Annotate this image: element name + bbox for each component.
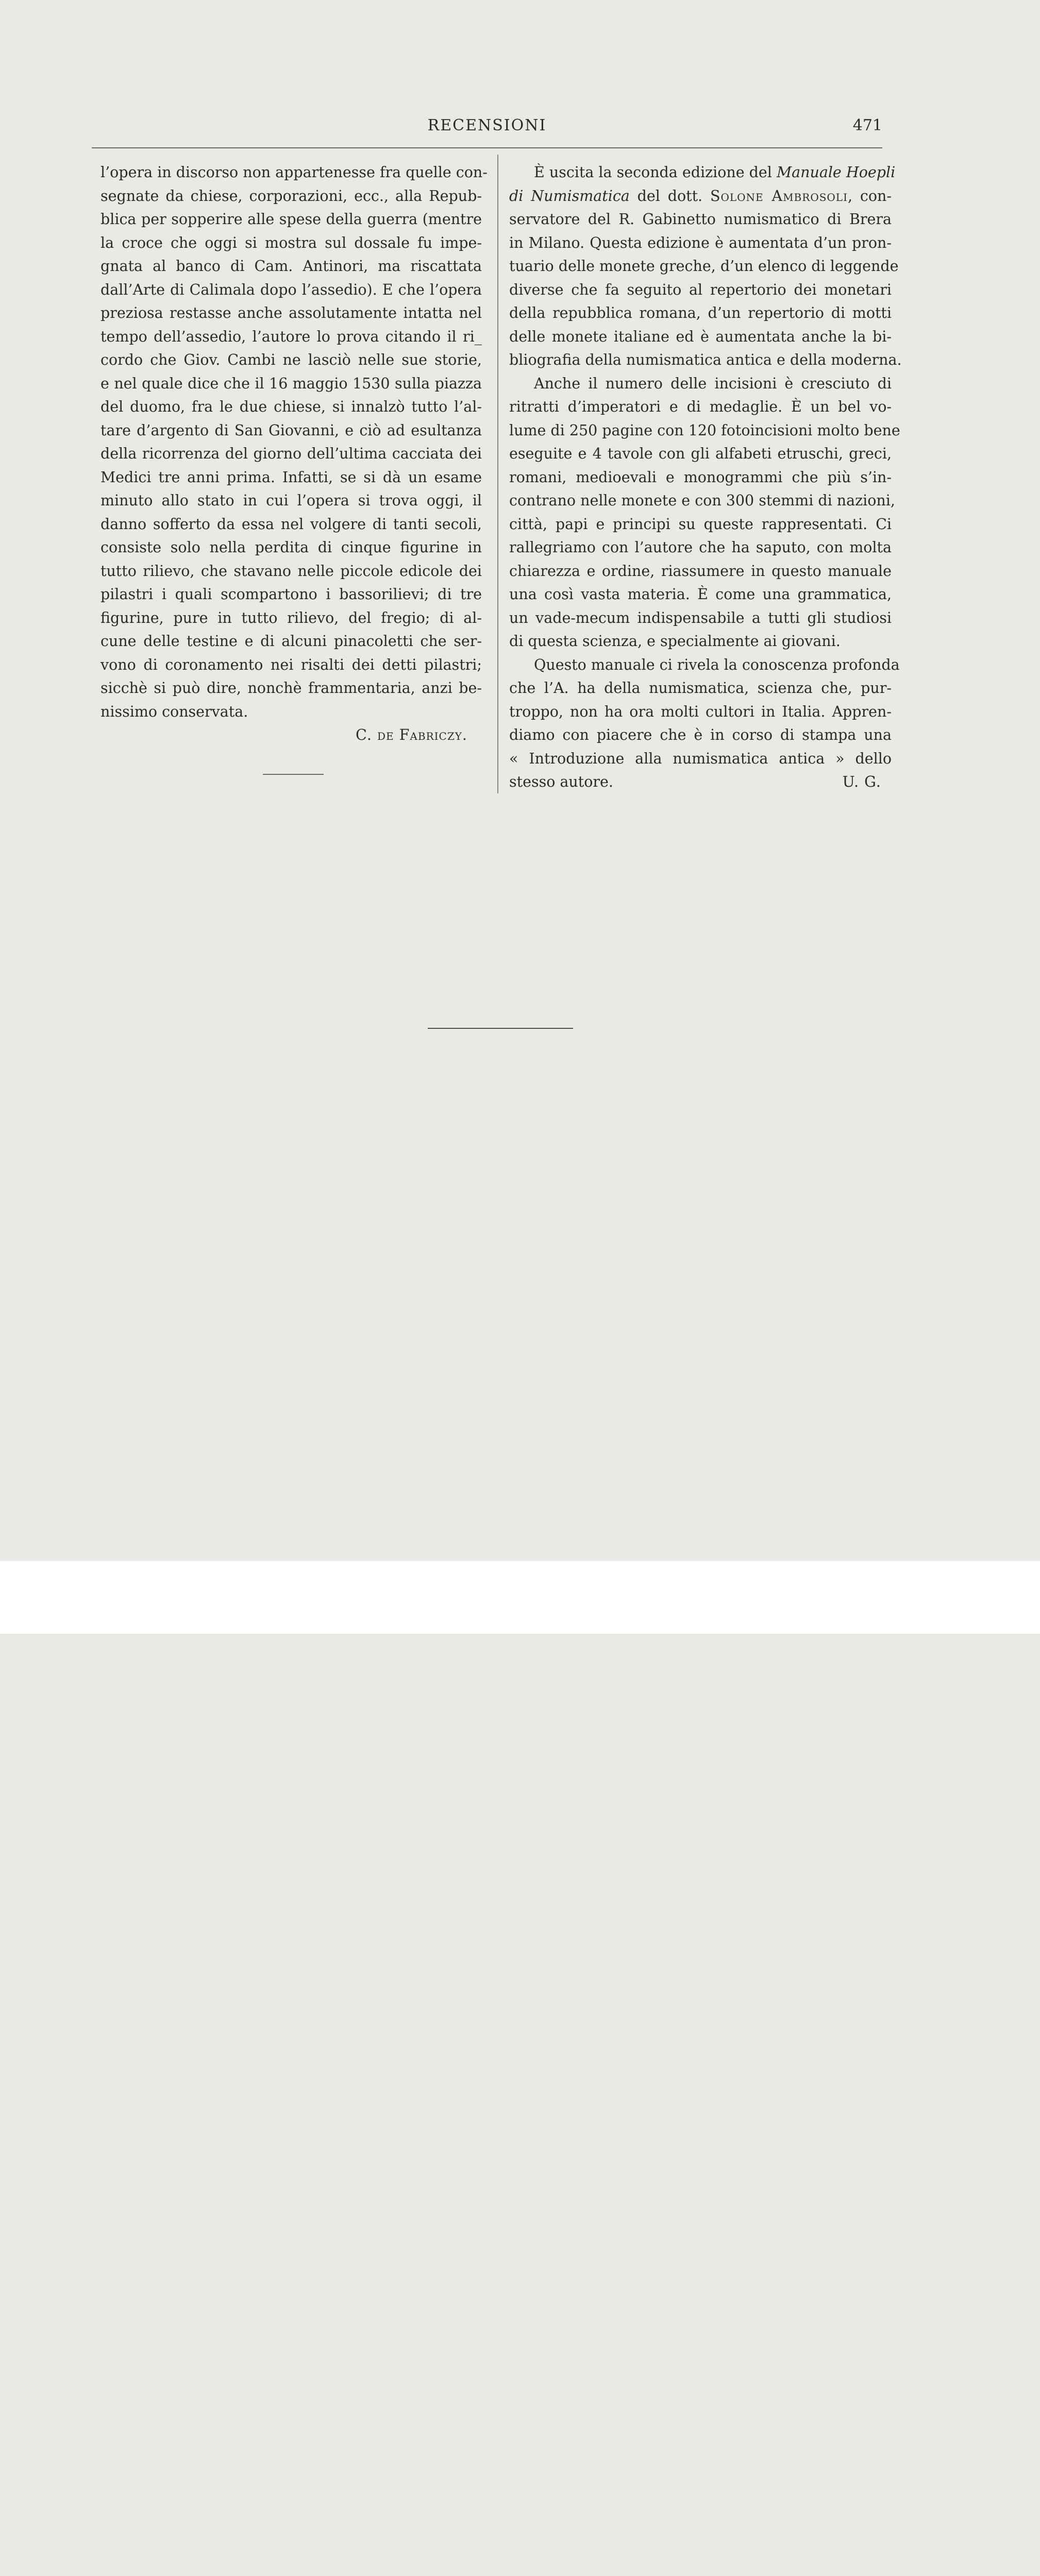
- end-rule: [263, 774, 324, 775]
- text-line: città, papi e principi su queste rappresentati. Ci: [509, 515, 892, 533]
- text-line: diverse che fa seguito al repertorio dei monetari: [509, 281, 892, 298]
- text-line: tempo dell’assedio, l’autore lo prova citando il ri_: [100, 328, 482, 345]
- text-line: minuto allo stato in cui l’opera si trova oggi, il: [100, 492, 482, 509]
- book-title: Manuale Hoepli: [776, 164, 896, 181]
- text-line: tutto rilievo, che stavano nelle piccole edicole dei: [100, 562, 482, 580]
- text-line: delle monete italiane ed è aumentata anche la bi-: [509, 328, 892, 345]
- text-line: rallegriamo con l’autore che ha saputo, con molta: [509, 539, 892, 556]
- text-line: eseguite e 4 tavole con gli alfabeti etruschi, greci,: [509, 445, 892, 462]
- text-line: « Introduzione alla numismatica antica » dello: [509, 750, 892, 767]
- text-line: un vade-mecum indispensabile a tutti gli studiosi: [509, 609, 892, 626]
- page-number: 471: [852, 116, 882, 134]
- text-line: nissimo conservata.: [100, 703, 248, 720]
- text-line: danno sofferto da essa nel volgere di tanti secoli,: [100, 515, 482, 533]
- text-line: bliografia della numismatica antica e della moderna.: [509, 351, 902, 368]
- author-name: Solone Ambrosoli: [710, 187, 848, 205]
- text-line: È uscita la seconda edizione del Manuale Hoepli: [534, 164, 896, 181]
- text-line: preziosa restasse anche assolutamente intatta nel: [100, 304, 482, 321]
- author-signature: C. de Fabriczy.: [356, 726, 467, 743]
- text-line: gnata al banco di Cam. Antinori, ma riscattata: [100, 258, 482, 275]
- text-line: di questa scienza, e specialmente ai giovani.: [509, 633, 841, 650]
- text-line: romani, medioevali e monogrammi che più s’in-: [509, 468, 892, 486]
- text-line: del duomo, fra le due chiese, si innalzò tutto l’al-: [100, 398, 482, 415]
- text-line: in Milano. Questa edizione è aumentata d’un pron-: [509, 234, 892, 251]
- text-line: segnate da chiese, corporazioni, ecc., alla Repub-: [100, 187, 482, 205]
- text-line: [509, 770, 892, 794]
- text-line: blica per sopperire alle spese della guerra (mentre: [100, 211, 482, 228]
- text-line: di Numismatica del dott. Solone Ambrosoli, con-: [509, 187, 892, 205]
- text-line: ritratti d’imperatori e di medaglie. È un bel vo-: [509, 398, 892, 415]
- text-line: consiste solo nella perdita di cinque figurine in: [100, 539, 482, 556]
- section-end-rule: [428, 1028, 573, 1029]
- text-line: servatore del R. Gabinetto numismatico di Brera: [509, 211, 892, 228]
- text-line: Anche il numero delle incisioni è cresciuto di: [534, 375, 892, 392]
- text-line: tare d’argento di San Giovanni, e ciò ad esultanza: [100, 421, 482, 439]
- text-line: della repubblica romana, d’un repertorio di motti: [509, 304, 892, 321]
- digitization-footer: [0, 1561, 1040, 1634]
- text-line: cordo che Giov. Cambi ne lasciò nelle sue storie,: [100, 351, 482, 368]
- text-line: della ricorrenza del giorno dell’ultima cacciata dei: [100, 445, 482, 462]
- text-line: l’opera in discorso non appartenesse fra quelle con-: [100, 164, 488, 181]
- text-line: pilastri i quali scompartono i bassorilievi; di tre: [100, 586, 482, 603]
- text-line: lume di 250 pagine con 120 fotoincisioni molto bene: [509, 421, 900, 439]
- column-divider: [497, 155, 498, 793]
- text-line: contrano nelle monete e con 300 stemmi di nazioni,: [509, 492, 895, 509]
- text-line: Questo manuale ci rivela la conoscenza profonda: [534, 656, 900, 673]
- text-line: tuario delle monete greche, d’un elenco di leggende: [509, 258, 899, 275]
- text-line: figurine, pure in tutto rilievo, del fregio; di al-: [100, 609, 482, 626]
- section-title: RECENSIONI: [427, 116, 547, 134]
- left-column: [100, 161, 488, 747]
- text-line: sicchè si può dire, nonchè frammentaria, anzi be-: [100, 680, 482, 697]
- text-line: la croce che oggi si mostra sul dossale fu impe-: [100, 234, 482, 251]
- book-title: di Numismatica: [509, 187, 630, 205]
- text-line: vono di coronamento nei risalti dei detti pilastri;: [100, 656, 482, 673]
- text-line: e nel quale dice che il 16 maggio 1530 sulla piazza: [100, 375, 482, 392]
- text-line: una così vasta materia. È come una grammatica,: [509, 586, 892, 603]
- header-rule: [92, 147, 882, 148]
- text-line: chiarezza e ordine, riassumere in questo manuale: [509, 562, 892, 580]
- text-line: diamo con piacere che è in corso di stampa una: [509, 726, 892, 743]
- text-line: troppo, non ha ora molti cultori in Italia. Appren-: [509, 703, 892, 720]
- running-header: [92, 116, 882, 139]
- reviewer-initials: U. G.: [842, 773, 881, 790]
- text-line: che l’A. ha della numismatica, scienza che, pur-: [509, 680, 892, 697]
- right-column: [509, 161, 902, 794]
- text-line: Medici tre anni prima. Infatti, se si dà un esame: [100, 468, 482, 486]
- text-line: cune delle testine e di alcuni pinacoletti che ser-: [100, 633, 482, 650]
- closing-text: stesso autore.: [509, 773, 613, 790]
- text-line: dall’Arte di Calimala dopo l’assedio). E che l’opera: [100, 281, 482, 298]
